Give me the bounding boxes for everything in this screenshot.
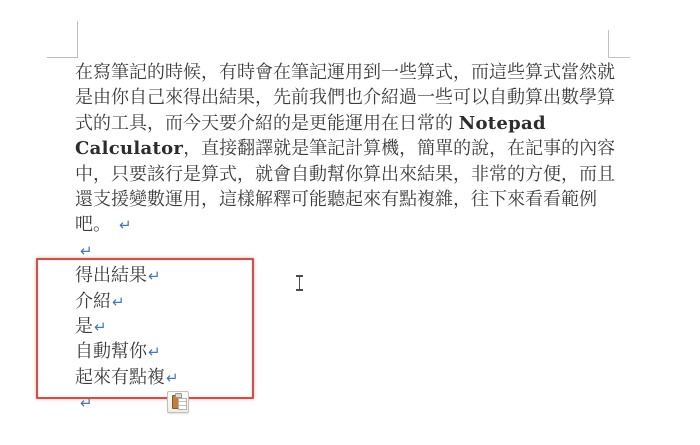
- text-line: [75, 111, 637, 136]
- body-text: ，直接翻譯就是筆記計算機，簡單的說，在記事的內容: [183, 138, 616, 160]
- body-text: 吧。: [75, 214, 111, 236]
- body-text: 中，只要該行是算式，就會自動幫你算出來結果，非常的方便，而且: [75, 163, 615, 185]
- paragraph-mark: ↵: [80, 394, 93, 413]
- paragraph-mark: ↵: [119, 216, 132, 235]
- body-text: 自動幫你: [75, 341, 147, 363]
- margin-corner-mark-right: [608, 30, 630, 58]
- clipboard-page: [178, 398, 187, 410]
- text-line: [75, 136, 637, 161]
- bold-text: Notepad: [458, 112, 546, 134]
- margin-corner-mark-left: [47, 21, 78, 58]
- text-line: [75, 162, 637, 187]
- body-text: 介紹: [75, 290, 111, 312]
- bold-text: Calculator: [75, 138, 184, 160]
- highlight-rectangle: [36, 258, 254, 399]
- paragraph-mark: ↵: [112, 292, 125, 311]
- body-text: 在寫筆記的時候，有時會在筆記運用到一些算式，而這些算式當然就: [75, 62, 615, 83]
- body-text: 式的工具，而今天要介紹的是更能運用在日常的: [75, 112, 459, 134]
- text-line: [75, 187, 637, 212]
- paragraph-mark: ↵: [148, 267, 161, 286]
- body-text: 是由你自己來得出結果，先前我們也介紹過一些可以自動算出數學算: [75, 87, 615, 109]
- text-line: [75, 60, 637, 85]
- body-text: 得出結果: [75, 265, 147, 287]
- paragraph-mark: ↵: [80, 241, 93, 260]
- paragraph-mark: ↵: [94, 317, 107, 336]
- paragraph-mark: ↵: [148, 343, 161, 362]
- body-text: 是: [75, 315, 93, 337]
- i-beam-cursor: [295, 275, 304, 291]
- text-line: [75, 212, 637, 237]
- paragraph-mark: ↵: [166, 368, 179, 387]
- body-text: 還支援變數運用，這樣解釋可能聽起來有點複雜，往下來看看範例: [75, 188, 597, 210]
- body-text: 起來有點複: [75, 366, 165, 388]
- paste-options-button[interactable]: [167, 391, 189, 413]
- text-line: [75, 85, 637, 110]
